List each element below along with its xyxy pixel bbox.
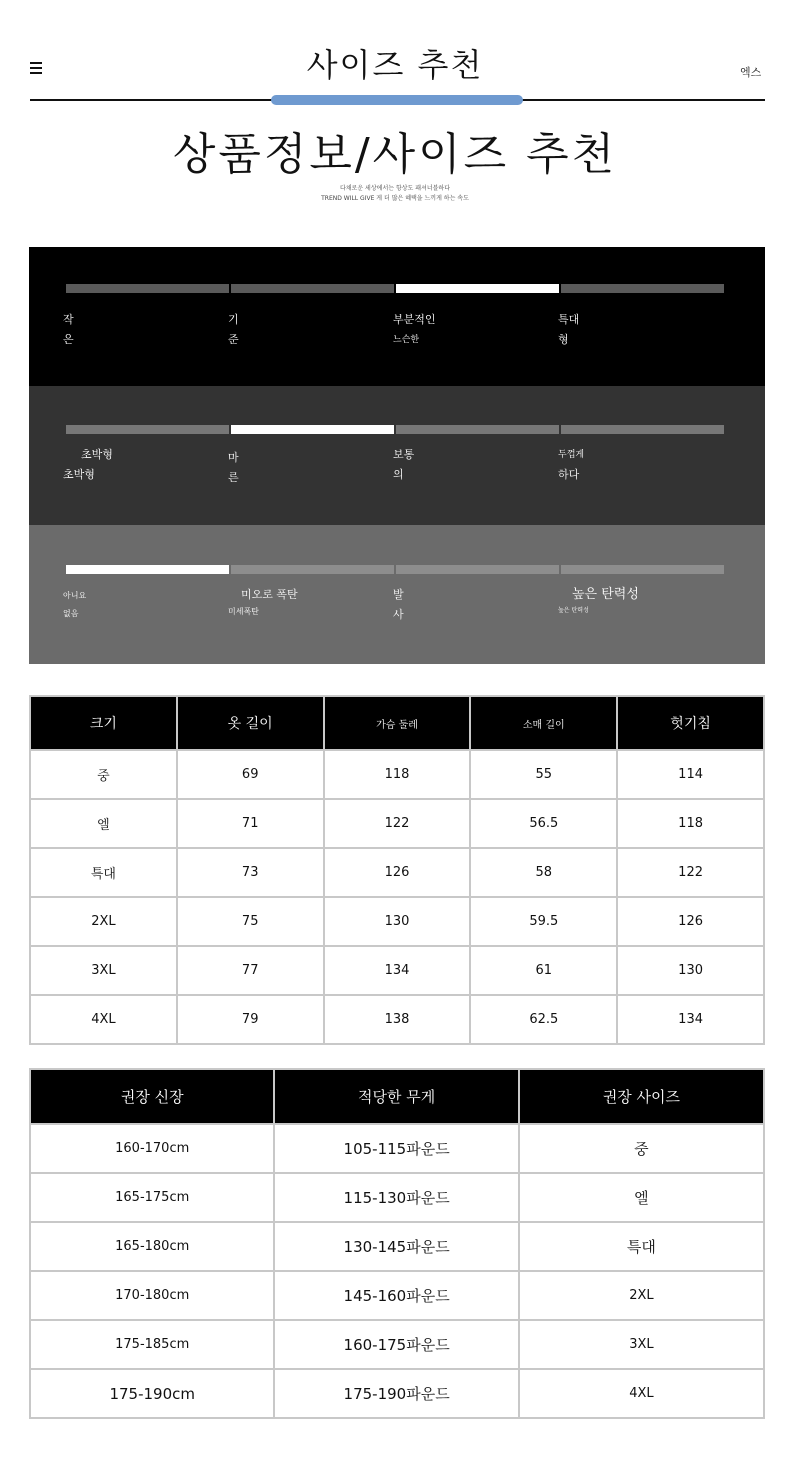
elasticity-label-2: 발 사: [393, 588, 404, 621]
table-cell: 175-190파운드: [274, 1369, 518, 1418]
table-cell: 130-145파운드: [274, 1222, 518, 1271]
elasticity-band: [29, 525, 765, 664]
table-row: [30, 799, 764, 848]
table-cell: 175-190cm: [30, 1369, 274, 1418]
table-cell: 61: [470, 946, 617, 995]
table-cell: 134: [324, 946, 471, 995]
table-cell: 138: [324, 995, 471, 1044]
size-header-sleeve: 소매 길이: [470, 696, 617, 750]
subtitle-line-2: TREND WILL GIVE 게 더 많은 혜택을 느끼게 하는 속도: [321, 195, 469, 202]
table-cell: 55: [470, 750, 617, 799]
table-row: [30, 1271, 764, 1320]
table-row: [30, 946, 764, 995]
table-cell: 엘: [30, 799, 177, 848]
table-cell: 115-130파운드: [274, 1173, 518, 1222]
table-row: [30, 1222, 764, 1271]
table-cell: 118: [324, 750, 471, 799]
table-cell: 중: [30, 750, 177, 799]
elasticity-label-1: 미오로 폭탄 미세폭탄: [228, 588, 298, 616]
table-cell: 170-180cm: [30, 1271, 274, 1320]
table-cell: 145-160파운드: [274, 1271, 518, 1320]
table-cell: 특대: [30, 848, 177, 897]
thickness-label-3: 두껍게 하다: [558, 450, 585, 481]
header-right-label[interactable]: 엑스: [740, 66, 762, 79]
table-cell: 134: [617, 995, 764, 1044]
rec-header-size: 권장 사이즈: [519, 1069, 764, 1124]
table-cell: 126: [324, 848, 471, 897]
fit-label-0: 작 은: [63, 313, 74, 346]
size-header-length: 옷 길이: [177, 696, 324, 750]
table-cell: 122: [617, 848, 764, 897]
table-cell: 122: [324, 799, 471, 848]
table-cell: 165-180cm: [30, 1222, 274, 1271]
table-cell: 79: [177, 995, 324, 1044]
table-cell: 58: [470, 848, 617, 897]
rec-header-height: 권장 신장: [30, 1069, 274, 1124]
table-cell: 165-175cm: [30, 1173, 274, 1222]
table-cell: 4XL: [30, 995, 177, 1044]
thickness-bar-1: [231, 425, 394, 434]
table-cell: 엘: [519, 1173, 764, 1222]
fit-band: [29, 247, 765, 386]
rec-header-weight: 적당한 무게: [274, 1069, 518, 1124]
fit-bar-3: [561, 284, 724, 293]
size-table-header-row: [30, 696, 764, 750]
table-cell: 73: [177, 848, 324, 897]
fit-bar-0: [66, 284, 229, 293]
table-cell: 75: [177, 897, 324, 946]
table-cell: 2XL: [30, 897, 177, 946]
table-cell: 77: [177, 946, 324, 995]
main-title: 상품정보/사이즈 추천: [172, 129, 618, 180]
fit-bar-1: [231, 284, 394, 293]
rec-table-header-row: [30, 1069, 764, 1124]
thickness-band: [29, 386, 765, 525]
elasticity-bar-1: [231, 565, 394, 574]
thickness-label-2: 보통 의: [393, 448, 415, 481]
header-accent-bar: [271, 95, 523, 105]
fit-label-3: 특대 형: [558, 313, 580, 346]
table-row: [30, 995, 764, 1044]
thickness-label-0: 초박형 초박형: [63, 448, 113, 481]
table-cell: 126: [617, 897, 764, 946]
thickness-bar-0: [66, 425, 229, 434]
table-cell: 130: [617, 946, 764, 995]
recommendation-table: [29, 1068, 765, 1419]
table-cell: 특대: [519, 1222, 764, 1271]
table-row: [30, 1369, 764, 1418]
elasticity-bar-2: [396, 565, 559, 574]
table-row: [30, 848, 764, 897]
fit-bar-2: [396, 284, 559, 293]
table-cell: 160-175파운드: [274, 1320, 518, 1369]
size-header-hem: 헛기침: [617, 696, 764, 750]
table-row: [30, 1320, 764, 1369]
table-cell: 56.5: [470, 799, 617, 848]
size-table: [29, 695, 765, 1045]
table-cell: 4XL: [519, 1369, 764, 1418]
fit-label-2: 부분적인 느슨한: [393, 313, 436, 345]
table-cell: 71: [177, 799, 324, 848]
elasticity-bar-3: [561, 565, 724, 574]
table-row: [30, 1124, 764, 1173]
table-row: [30, 750, 764, 799]
table-row: [30, 1173, 764, 1222]
table-cell: 160-170cm: [30, 1124, 274, 1173]
page-header-title: 사이즈 추천: [306, 46, 484, 84]
table-cell: 130: [324, 897, 471, 946]
table-row: [30, 897, 764, 946]
fit-label-1: 기 준: [228, 313, 239, 346]
thickness-bar-3: [561, 425, 724, 434]
size-header-chest: 가슴 둘레: [324, 696, 471, 750]
table-cell: 69: [177, 750, 324, 799]
elasticity-bar-0: [66, 565, 229, 574]
table-cell: 105-115파운드: [274, 1124, 518, 1173]
thickness-label-1: 마 른: [228, 451, 239, 484]
table-cell: 114: [617, 750, 764, 799]
elasticity-label-3: 높은 탄력성 높은 탄력성: [558, 587, 639, 614]
table-cell: 2XL: [519, 1271, 764, 1320]
table-cell: 118: [617, 799, 764, 848]
elasticity-label-0: 아니요 없음: [63, 591, 87, 618]
table-cell: 59.5: [470, 897, 617, 946]
table-cell: 3XL: [30, 946, 177, 995]
table-cell: 3XL: [519, 1320, 764, 1369]
size-header-size: 크기: [30, 696, 177, 750]
table-cell: 중: [519, 1124, 764, 1173]
subtitle-line-1: 다채로운 세상에서는 항상도 패셔너블하다: [339, 185, 451, 192]
thickness-bar-2: [396, 425, 559, 434]
table-cell: 175-185cm: [30, 1320, 274, 1369]
table-cell: 62.5: [470, 995, 617, 1044]
